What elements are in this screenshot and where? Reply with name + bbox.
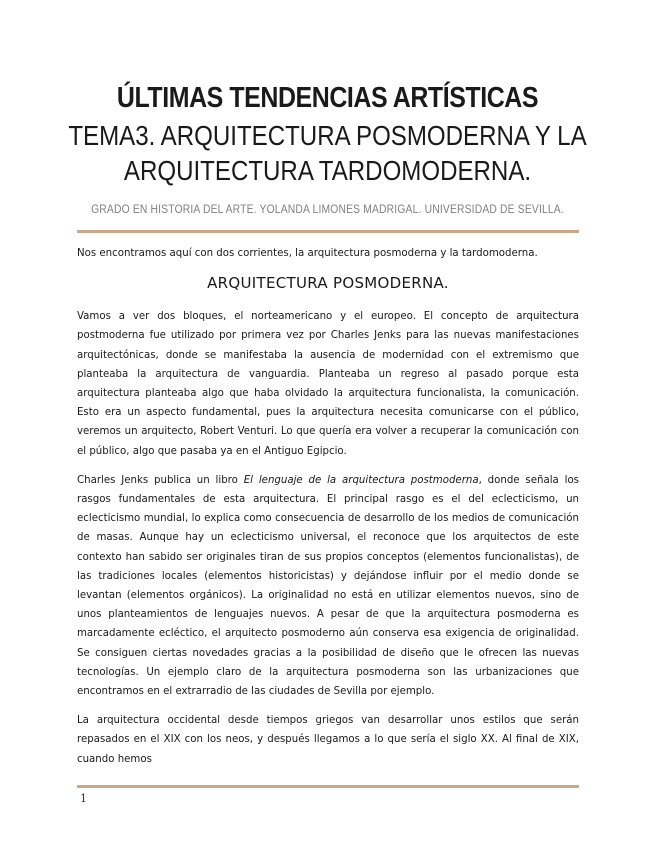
intro-paragraph: Nos encontramos aquí con dos corrientes, la arquitectura posmoderna y la tardomoderna. [77,248,538,259]
document-body [77,244,579,779]
document-title: ÚLTIMAS TENDENCIAS ARTÍSTICAS [116,82,539,114]
footer-divider [77,785,579,788]
header-divider [77,230,579,233]
section-title: ARQUITECTURA POSMODERNA. [207,274,449,293]
paragraph-3: La arquitectura occidental desde tiempos griegos van desarrollar unos estilos que serán repasados en el XIX con los neos, y después llegamos a lo que sería el siglo XX. Al final de XIX, cuando hemos [77,715,579,765]
paragraph-1: Vamos a ver dos bloques, el norteamericano y el europeo. El concepto de arquitectura postmoderna fue utilizado por primera vez por Charles Jenks para las nuevas manifestaciones arquitectónicas, donde se manifestaba la ausencia de modernidad con el extremismo que planteaba la arquitectura de vanguardia. Planteaba un regreso al pasado porque esta arquitectura planteaba algo que haba olvidado la arquitectura funcionalista, la comunicación. Esto era un aspecto fundamental, pues la arquitectura necesita comunicarse con el público, veremos un arquitecto, Robert Venturi. Lo que quería era volver a recuperar la comunicación con el público, algo que pasaba ya en el Antiguo Egipcio. [77,311,579,457]
paragraph-2 [77,471,579,701]
document-header [0,78,655,216]
paragraph-2-lead: Charles Jenks publica un libro [77,474,244,486]
document-subtitle-line-2: ARQUITECTURA TARDOMODERNA. [123,155,532,186]
document-meta: GRADO EN HISTORIA DEL ARTE. YOLANDA LIMONES MADRIGAL. UNIVERSIDAD DE SEVILLA. [91,202,564,216]
document-subtitle-line-1: TEMA3. ARQUITECTURA POSMODERNA Y LA [68,120,587,151]
page-number: 1 [80,792,87,805]
book-title: El lenguaje de la arquitectura postmoderna [243,474,479,486]
paragraph-2-rest: , donde señala los rasgos fundamentales de esta arquitectura. El principal rasgo es el del eclecticismo, un eclecticismo mundial, lo explica como consecuencia de desarrollo de los medios de comunicación de masas. Aunque hay un eclecticismo universal, el reconoce que los arquitectos de este contexto han sabido ser originales tiran de sus propios conceptos (elementos funcionalistas), de las tradiciones locales (elementos historicistas) y dejándose influir por el medio donde se levantan (elementos orgánicos). La originalidad no está en utilizar elementos nuevos, sino de unos planteamientos de lenguajes nuevos. A pesar de que la arquitectura posmoderna es marcadamente ecléctico, el arquitecto posmoderno aún conserva esa exigencia de originalidad. Se consiguen ciertas novedades gracias a la posibilidad de diseño que le ofrecen las nuevas tecnologías. Un ejemplo claro de la arquitectura posmoderna son las urbanizaciones que encontramos en el extrarradio de las ciudades de Sevilla por ejemplo. [77,474,579,698]
